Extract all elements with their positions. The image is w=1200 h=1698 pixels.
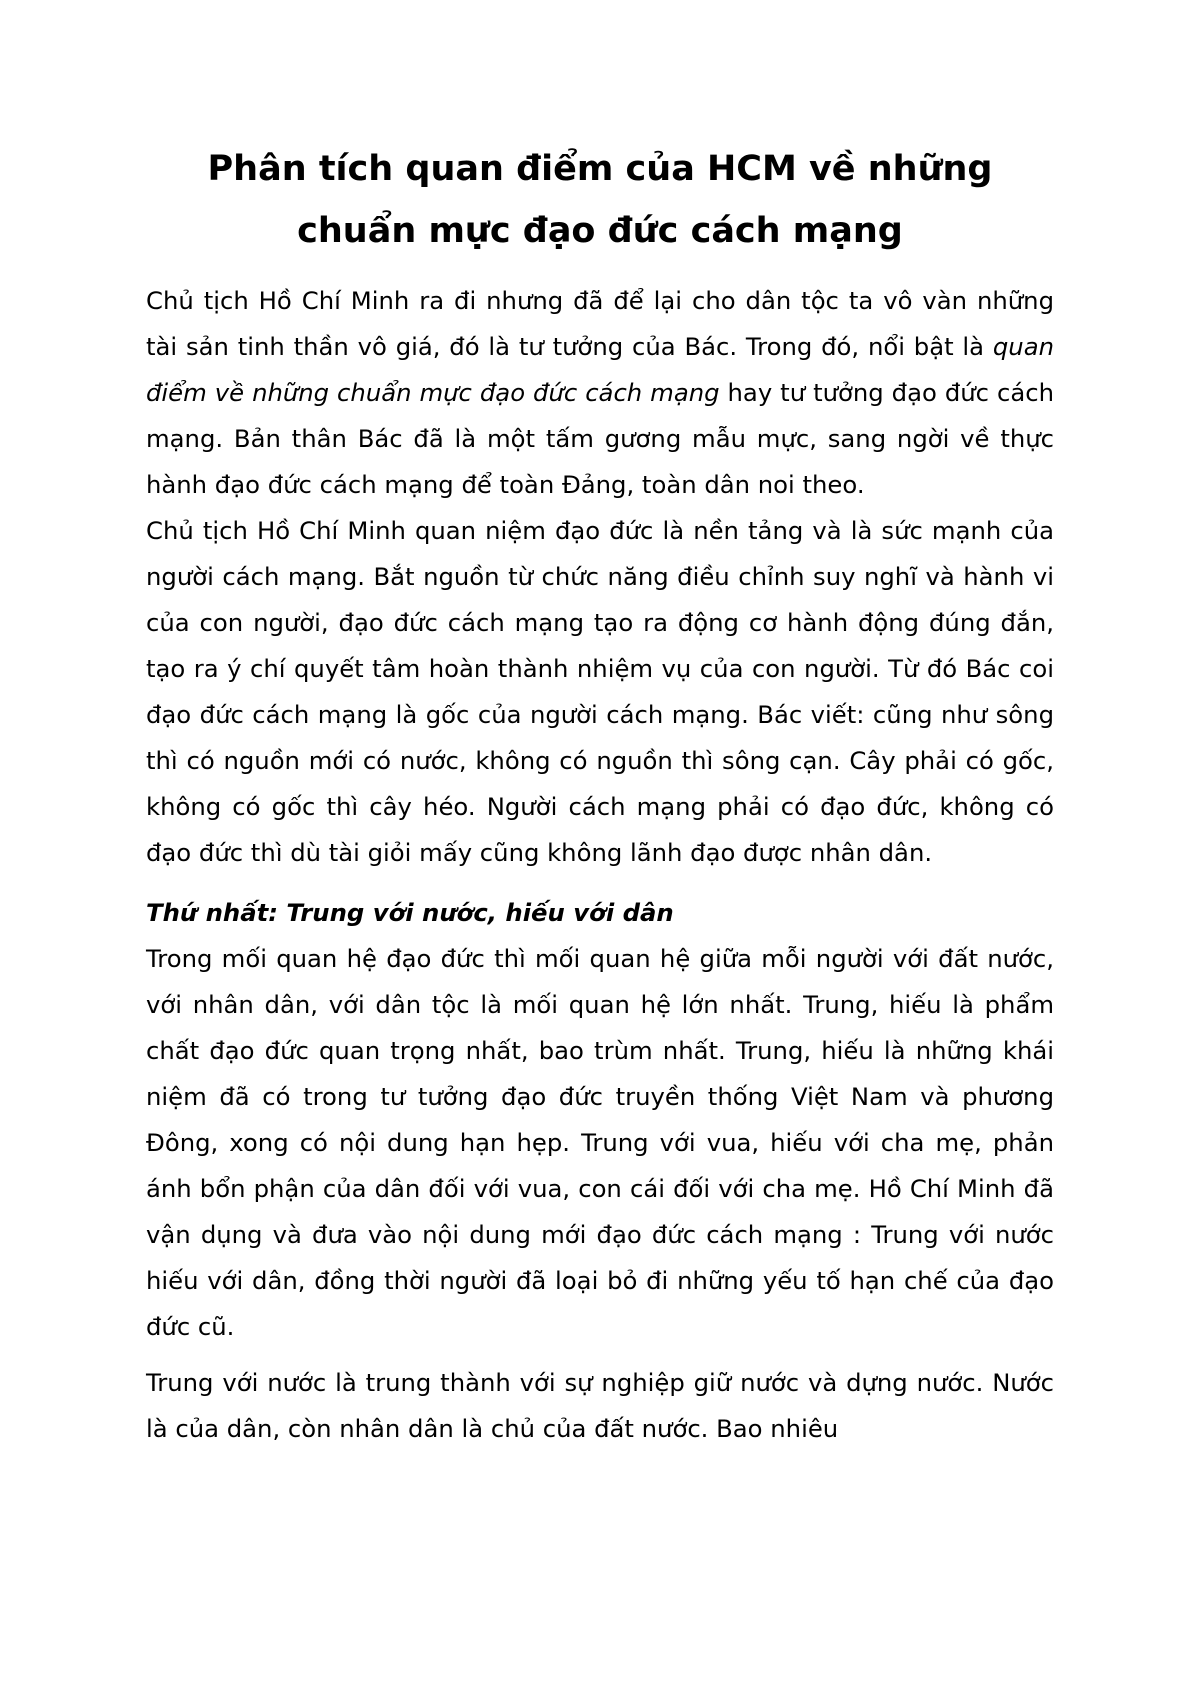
document-title xyxy=(130,138,1070,262)
paragraph-intro-text-end: hay tư tưởng đạo đức cách mạng. Bản thân Bác đã là một tấm gương mẫu mực, sang ngời về thực hành đạo đức cách mạng để toàn Đảng, toàn dân noi theo. xyxy=(146,378,1054,499)
paragraph-loyalty-country: Trung với nước là trung thành với sự nghiệp giữ nước và dựng nước. Nước là của dân, còn nhân dân là chủ của đất nước. Bao nhiêu xyxy=(146,1368,1054,1443)
document-body xyxy=(146,278,1054,1452)
title-line-1: Phân tích quan điểm của HCM về những xyxy=(207,149,993,189)
paragraph-loyalty-filial: Trong mối quan hệ đạo đức thì mối quan hệ giữa mỗi người với đất nước, với nhân dân, với dân tộc là mối quan hệ lớn nhất. Trung, hiếu là phẩm chất đạo đức quan trọng nhất, bao trùm nhất. Trung, hiếu là những khái niệm đã có trong tư tưởng đạo đức truyền thống Việt Nam và phương Đông, xong có nội dung hạn hẹp. Trung với vua, hiếu với cha mẹ, phản ánh bổn phận của dân đối với vua, con cái đối với cha mẹ. Hồ Chí Minh đã vận dụng và đưa vào nội dung mới đạo đức cách mạng : Trung với nước hiếu với dân, đồng thời người đã loại bỏ đi những yếu tố hạn chế của đạo đức cũ. xyxy=(146,944,1054,1341)
title-line-2: chuẩn mực đạo đức cách mạng xyxy=(297,211,903,251)
paragraph-intro-text-start: Chủ tịch Hồ Chí Minh ra đi nhưng đã để lại cho dân tộc ta vô vàn những tài sản tinh thần vô giá, đó là tư tưởng của Bác. Trong đó, nổi bật là xyxy=(146,286,1054,361)
paragraph-morality-foundation: Chủ tịch Hồ Chí Minh quan niệm đạo đức là nền tảng và là sức mạnh của người cách mạng. Bắt nguồn từ chức năng điều chỉnh suy nghĩ và hành vi của con người, đạo đức cách mạng tạo ra động cơ hành động đúng đắn, tạo ra ý chí quyết tâm hoàn thành nhiệm vụ của con người. Từ đó Bác coi đạo đức cách mạng là gốc của người cách mạng. Bác viết: cũng như sông thì có nguồn mới có nước, không có nguồn thì sông cạn. Cây phải có gốc, không có gốc thì cây héo. Người cách mạng phải có đạo đức, không có đạo đức thì dù tài giỏi mấy cũng không lãnh đạo được nhân dân. xyxy=(146,516,1054,867)
section-heading-loyalty: Thứ nhất: Trung với nước, hiếu với dân xyxy=(146,898,674,927)
emphasis-phrase: quan điểm về những chuẩn mực đạo đức cách mạng xyxy=(146,332,1054,407)
paragraph-intro xyxy=(146,278,1054,508)
